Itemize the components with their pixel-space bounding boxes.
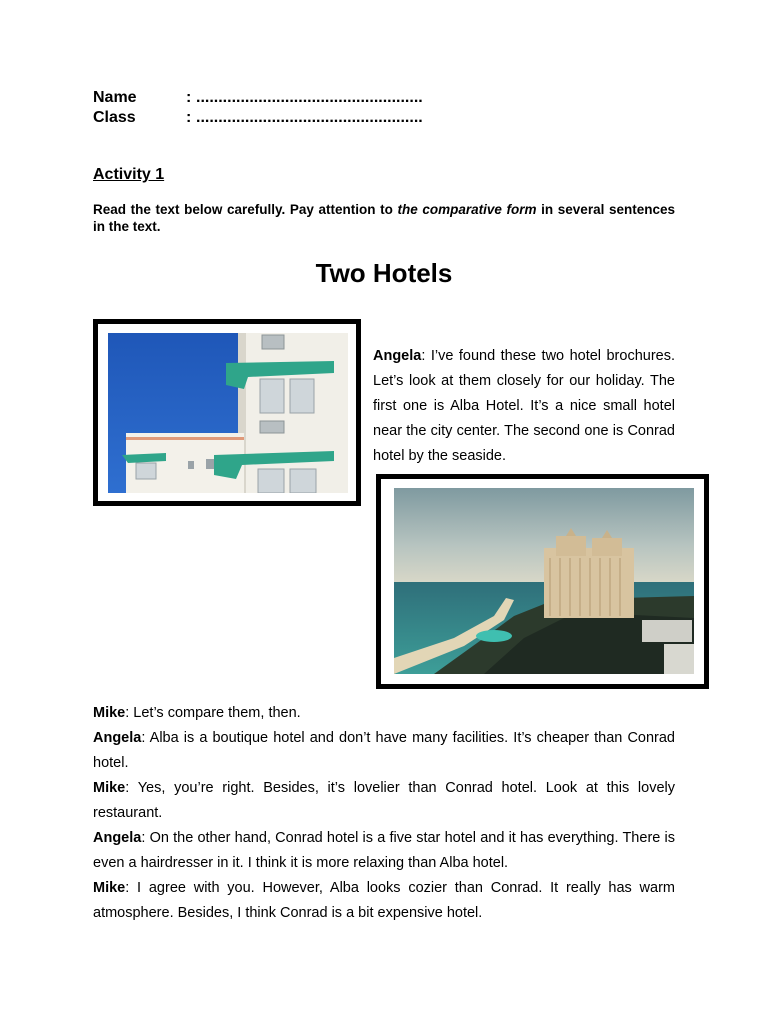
class-field	[93, 108, 423, 128]
dialogue-speaker: Angela	[93, 730, 142, 746]
instruction-emphasis: the comparative form	[397, 202, 537, 217]
dialogue-text: : Alba is a boutique hotel and don’t have many facilities. It’s cheaper than Conrad hotel.	[93, 730, 675, 771]
dialogue-line	[93, 776, 675, 826]
dialogue-text: : Yes, you’re right. Besides, it’s lovelier than Conrad hotel. Look at this lovely restaurant.	[93, 780, 675, 821]
page-title: Two Hotels	[315, 258, 453, 288]
dialogue-line	[93, 726, 675, 776]
dialogue-line	[93, 876, 675, 926]
conrad-hotel-photo-frame	[376, 474, 709, 689]
name-blank: ...................................................	[196, 89, 423, 106]
dialogue-speaker: Angela	[93, 830, 142, 846]
dialogue-text: : I agree with you. However, Alba looks cozier than Conrad. It really has warm atmosphere. Besides, I think Conrad is a bit expensive hotel.	[93, 880, 675, 921]
dialogue-speaker: Mike	[93, 780, 126, 796]
class-blank: ...................................................	[196, 109, 423, 126]
intro-text: : I’ve found these two hotel brochures. Let’s look at them closely for our holiday. The first one is Alba Hotel. It’s a nice small hotel near the city center. The second one is Conrad hotel by the seaside.	[373, 348, 675, 464]
activity-heading: Activity 1	[93, 166, 165, 183]
instruction-post: in several sentences in the text.	[93, 202, 675, 234]
dialogue-line	[93, 701, 675, 726]
dialogue-speaker: Mike	[93, 880, 126, 896]
instruction-text	[93, 201, 675, 235]
dialogue-speaker: Mike	[93, 705, 126, 721]
name-label: Name	[93, 89, 137, 106]
instruction-pre: Read the text below carefully. Pay attention to	[93, 202, 398, 217]
intro-paragraph	[373, 344, 675, 469]
dialogue-text: : Let’s compare them, then.	[125, 705, 301, 721]
dialogue-text: : On the other hand, Conrad hotel is a five star hotel and it has everything. There is even a hairdresser in it. I think it is more relaxing than Alba hotel.	[93, 830, 675, 871]
name-colon: :	[186, 89, 192, 106]
intro-speaker: Angela	[373, 348, 422, 364]
dialogue	[93, 701, 675, 926]
dialogue-line	[93, 826, 675, 876]
alba-hotel-photo-frame	[93, 319, 361, 506]
conrad-hotel-photo	[394, 488, 694, 674]
name-field	[93, 88, 423, 108]
class-label: Class	[93, 109, 136, 126]
class-colon: :	[186, 109, 192, 126]
alba-hotel-photo	[108, 333, 348, 493]
